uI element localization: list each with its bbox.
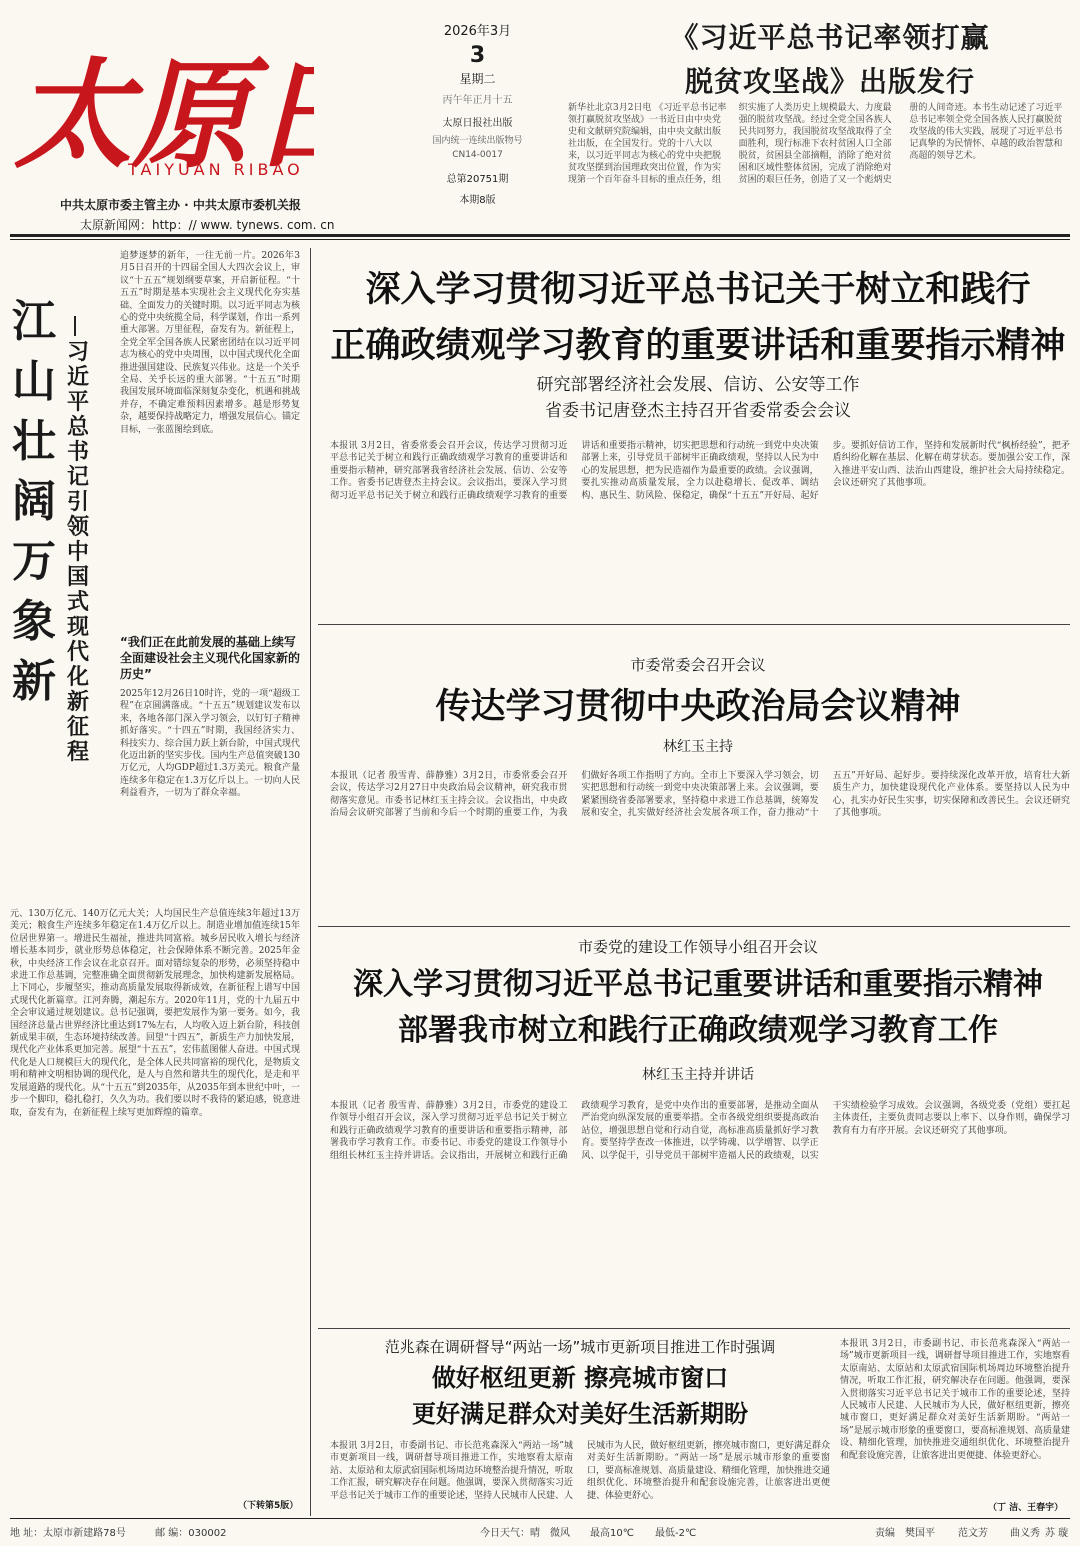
- feature-subtitle-char: 征: [66, 715, 89, 740]
- fourth-credit: （丁 洁、王春宇）: [988, 1503, 1064, 1513]
- date-year-month: 2026年3月: [443, 24, 512, 39]
- fourth-body-left: 本报讯 3月2日，市委副书记、市长范兆森深入“两站一场”城市更新项目一线，调研督导项目推进工作，实地察看太原南站、太原站和太原武宿国际机场周边环境整治提升情况，听取工作汇报，研究解决存在问题。他强调，要深入贯彻落实习近平总书记关于城市工作的重要论述，坚持人民城市人民建、人民城市为人民，做好枢纽更新，擦亮城市窗口，更好满足群众对美好生活新期盼。“两站一场”是展示城市形象的重要窗口，要高标准规划、高质量建设、精细化管理，加快推进交通组织优化、环境整治提升和配套设施完善，让旅客进出更便捷、体验更舒心。: [330, 1441, 830, 1501]
- feature-subtitle-char: 化: [66, 665, 89, 690]
- fourth-body-right: 本报讯 3月2日，市委副书记、市长范兆森深入“两站一场”城市更新项目一线，调研督导项目推进工作，实地察看太原南站、太原站和太原武宿国际机场周边环境整治提升情况，听取工作汇报，研究解决存在问题。他强调，要深入贯彻落实习近平总书记关于城市工作的重要论述，坚持人民城市人民建、人民城市为人民，做好枢纽更新，擦亮城市窗口，更好满足群众对美好生活新期盼。“两站一场”是展示城市形象的重要窗口，要高标准规划、高质量建设、精细化管理，加快推进交通组织优化、环境整治提升和配套设施完善，让旅客进出更便捷、体验更舒心。: [840, 1339, 1070, 1461]
- feature-subtitle-char: 代: [66, 640, 89, 665]
- footer-address: 地 址：太原市新建路78号: [10, 1528, 126, 1539]
- feature-body-mid: 2025年12月26日10时许，党的一项“超级工程”在京圆满落成。“十五五”规划建议发布以来，各地各部门深入学习领会，以钉钉子精神抓好落实。“十四五”时期，我国经济实力、科技实力、综合国力跃上新台阶，中国式现代化迈出新的坚实步伐。国内生产总值突破130万亿元，人均GDP超过1.3万美元。粮食产量连续多年稳定在1.3万亿斤以上。一切向人民利益看齐，一切为了群众幸福。: [120, 689, 300, 799]
- third-headline-line2: 部署我市树立和践行正确政绩观学习教育工作: [398, 1013, 998, 1048]
- top-story-headline[interactable]: [600, 16, 1060, 104]
- feature-pull-quote: “我们正在此前发展的基础上续写全面建设社会主义现代化国家新的历史”: [120, 635, 301, 681]
- serial-number: 总第20751期: [446, 174, 509, 185]
- lead-body: 本报讯 3月2日，省委常委会召开会议，传达学习贯彻习近平总书记关于树立和践行正确政绩观学习教育的重要讲话和重要指示精神，研究部署我省经济社会发展、信访、公安等工作。省委书记唐登杰主持会议。会议指出，要深入学习贯彻习近平总书记关于树立和践行正确政绩观学习教育的重要讲话和重要指示精神，切实把思想和行动统一到党中央决策部署上来，引导党员干部树牢正确政绩观，坚持以人民为中心的发展思想，把为民造福作为最重要的政绩。会议强调，要扎实推动高质量发展，全力以赴稳增长、促改革、调结构、惠民生、防风险、保稳定，确保“十五五”开好局、起好步。要抓好信访工作，坚持和发展新时代“枫桥经验”，把矛盾纠纷化解在基层、化解在萌芽状态。要加强公安工作，深入推进平安山西、法治山西建设，维护社会大局持续稳定。会议还研究了其他事项。: [330, 441, 1070, 501]
- fourth-headline-line2: 更好满足群众对美好生活新期盼: [412, 1400, 748, 1428]
- footer-design: 曲义秀: [1010, 1528, 1040, 1539]
- second-byline: 林红玉主持: [663, 739, 733, 755]
- feature-subtitle-char: 总: [66, 415, 89, 440]
- masthead-logo: [14, 6, 314, 181]
- footer-editor: 樊国平: [905, 1528, 935, 1539]
- third-headline[interactable]: [318, 962, 1078, 1054]
- feature-subtitle-char: 平: [66, 390, 89, 415]
- second-headline[interactable]: 传达学习贯彻中央政治局会议精神: [435, 687, 961, 727]
- feature-subtitle-dash: [74, 316, 76, 336]
- fourth-headline-line1: 做好枢纽更新 擦亮城市窗口: [431, 1364, 729, 1392]
- feature-subtitle-char: 新: [66, 690, 89, 715]
- feature-title-char: 象: [12, 596, 56, 647]
- feature-body-wide: 元、130万亿元、140万亿元大关；人均国民生产总值连续3年超过13万美元；粮食生产连续多年稳定在1.4万亿斤以上。制造业增加值连续15年位居世界第一。增进民生福祉，推进共同富裕。城乡居民收入增长与经济增长基本同步，就业形势总体稳定，社会保障体系不断完善。2025年金秋，中央经济工作会议在北京召开。面对错综复杂的形势，必须坚持稳中求进工作总基调，完整准确全面贯彻新发展理念，加快构建新发展格局。上下同心，步履坚实，推动高质量发展取得新成效，在新征程上谱写中国式现代化新篇章。江河奔腾，潮起东方。2020年11月，党的十九届五中全会审议通过规划建议。总书记强调，要把发展作为第一要务。如今，我国经济总量占世界经济比重达到17%左右，人均收入迈上新台阶，科技创新成果丰硕，生态环境持续改善。回望“十四五”，新质生产力加快发展，现代化产业体系更加完善。展望“十五五”，宏伟蓝图催人奋进。中国式现代化是人口规模巨大的现代化，是全体人民共同富裕的现代化，是物质文明和精神文明相协调的现代化，是人与自然和谐共生的现代化，是走和平发展道路的现代化。从“十五五”到2035年，从2035年到本世纪中叶，一步一个脚印，稳扎稳打，久久为功。我们要以时不我待的紧迫感，锐意进取，奋发有为，在新征程上续写更加辉煌的篇章。: [10, 909, 300, 1118]
- feature-subtitle-char: 国: [66, 565, 89, 590]
- date-weekday: 星期二: [459, 72, 496, 86]
- footer-high: 最高10℃: [590, 1528, 634, 1539]
- date-day: 3: [469, 43, 486, 68]
- third-byline: 林红玉主持并讲话: [642, 1067, 754, 1083]
- lead-subheadline: [318, 372, 1078, 424]
- masthead-rule: [10, 234, 1070, 237]
- footer-postcode: 邮 编：030002: [155, 1528, 227, 1539]
- lead-headline[interactable]: [318, 262, 1078, 374]
- feature-subtitle-char: 式: [66, 590, 89, 615]
- feature-subtitle-char: 现: [66, 615, 89, 640]
- date-lunar: 丙午年正月十五: [442, 95, 513, 106]
- feature-subtitle-char: 记: [66, 465, 89, 490]
- masthead-pinyin: TAIYUAN RIBAO: [128, 160, 304, 179]
- logo-calligraphy: [14, 6, 314, 181]
- feature-body-top: 追梦逐梦的新年，一往无前一片。2026年3月5日召开的十四届全国人大四次会议上，审议“十五五”规划纲要草案，开启新征程。“十五五”时期是基本实现社会主义现代化夯实基础、全面发力的关键时期。以习近平同志为核心的党中央统揽全局，科学谋划，作出一系列重大部署。万里征程，奋发有为。新征程上，全党全军全国各族人民紧密团结在以习近平同志为核心的党中央周围，以中国式现代化全面推进强国建设、民族复兴伟业。这是一个关乎全局、关乎长远的重大部署。“十五五”时期我国发展环境面临深刻复杂变化，机遇和挑战并存，不确定难预料因素增多。越是形势复杂，越要保持战略定力，增强发展信心。锚定目标，一张蓝图绘到底。: [120, 251, 300, 435]
- fourth-headline[interactable]: [330, 1360, 830, 1432]
- top-headline-line1: 《习近平总书记率领打赢: [670, 21, 990, 54]
- footer-weather: 今日天气：晴: [480, 1528, 540, 1539]
- feature-subtitle-char: 习: [66, 340, 89, 365]
- feature-subtitle-char: 领: [66, 515, 89, 540]
- third-kicker: 市委党的建设工作领导小组召开会议: [577, 938, 818, 956]
- feature-title-char: 阔: [12, 476, 56, 527]
- feature-continued: （下转第5版）: [238, 1501, 299, 1511]
- cn-number: CN14-0017: [452, 150, 503, 160]
- feature-title-char: 万: [12, 536, 56, 587]
- lead-sub-line2: 省委书记唐登杰主持召开省委常委会会议: [545, 401, 851, 421]
- sponsor-line: 中共太原市委主管主办 · 中共太原市委机关报: [60, 198, 301, 212]
- lead-headline-line1: 深入学习贯彻习近平总书记关于树立和践行: [365, 270, 1031, 310]
- lead-sub-line1: 研究部署经济社会发展、信访、公安等工作: [536, 375, 860, 395]
- lead-headline-line2: 正确政绩观学习教育的重要讲话和重要指示精神: [330, 326, 1066, 366]
- publisher: 太原日报社出版: [442, 118, 513, 129]
- section-divider: [318, 1328, 1070, 1329]
- feature-title-char: 江: [12, 296, 56, 347]
- section-divider: [318, 624, 1070, 625]
- fourth-kicker: 范兆森在调研督导“两站一场”城市更新项目推进工作时强调: [384, 1338, 776, 1356]
- feature-subtitle-char: 书: [66, 440, 89, 465]
- feature-title-char: 山: [12, 356, 56, 407]
- third-body: 本报讯（记者 殷雪青、薛静雅）3月2日，市委党的建设工作领导小组召开会议，深入学习贯彻习近平总书记关于树立和践行正确政绩观学习教育的重要讲话和重要指示精神，部署我市学习教育工作。市委书记、市委党的建设工作领导小组组长林红玉主持并讲话。会议指出，开展树立和践行正确政绩观学习教育，是党中央作出的重要部署，是推动全面从严治党向纵深发展的重要举措。全市各级党组织要提高政治站位，增强思想自觉和行动自觉，高标准高质量抓好学习教育。要坚持学查改一体推进，以学铸魂、以学增智、以学正风、以学促干，引导党员干部树牢造福人民的政绩观，以实干实绩检验学习成效。会议强调，各级党委（党组）要扛起主体责任，主要负责同志要以上率下、以身作则，确保学习教育有力有序开展。会议还研究了其他事项。: [330, 1101, 1070, 1161]
- footer-check: 苏 璇: [1045, 1528, 1069, 1539]
- second-body: 本报讯（记者 殷雪青、薛静雅）3月2日，市委常委会召开会议，传达学习2月27日中央政治局会议精神，研究我市贯彻落实意见。市委书记林红玉主持会议。会议指出，中央政治局会议研究部署了当前和今后一个时期的重要工作，为我们做好各项工作指明了方向。全市上下要深入学习领会，切实把思想和行动统一到党中央决策部署上来。会议强调，要紧紧围绕省委部署要求，坚持稳中求进工作总基调，统筹发展和安全，扎实做好经济社会发展各项工作，奋力推动“十五五”开好局、起好步。要持续深化改革开放，培育壮大新质生产力，加快建设现代化产业体系。要坚持以人民为中心，扎实办好民生实事，切实保障和改善民生。会议还研究了其他事项。: [330, 771, 1070, 819]
- section-divider: [318, 926, 1070, 927]
- footer-proof: 范文芳: [958, 1528, 988, 1539]
- footer-low: 最低-2℃: [655, 1528, 697, 1539]
- website-link[interactable]: 太原新闻网：http：// www. tynews. com. cn: [80, 218, 335, 232]
- third-headline-line1: 深入学习贯彻习近平总书记重要讲话和重要指示精神: [353, 967, 1043, 1002]
- issn-label: 国内统一连续出版物号: [432, 136, 523, 146]
- masthead-rule-thin: [10, 239, 1070, 240]
- top-story-body: 新华社北京3月2日电 《习近平总书记率领打赢脱贫攻坚战》一书近日由中央党史和文献研究院编辑，由中央文献出版社出版，在全国发行。党的十八大以来，以习近平同志为核心的党中央把脱贫攻坚摆到治国理政突出位置，作为实现第一个百年奋斗目标的重点任务，组织实施了人类历史上规模最大、力度最强的脱贫攻坚战。经过全党全国各族人民共同努力，我国脱贫攻坚战取得了全面胜利，现行标准下农村贫困人口全部脱贫，贫困县全部摘帽，消除了绝对贫困和区域性整体贫困，完成了消除绝对贫困的艰巨任务，创造了又一个彪炳史册的人间奇迹。本书生动记述了习近平总书记率领全党全国各族人民打赢脱贫攻坚战的伟大实践，展现了习近平总书记真挚的为民情怀、卓越的政治智慧和高超的领导艺术。: [568, 103, 1063, 185]
- feature-subtitle-char: 程: [66, 740, 89, 765]
- footer: [10, 1524, 1070, 1539]
- column-divider: [310, 248, 311, 1516]
- feature-subtitle: [64, 340, 92, 765]
- feature-subtitle-char: 近: [66, 365, 89, 390]
- feature-subtitle-char: 中: [66, 540, 89, 565]
- footer-wind: 微风: [550, 1528, 570, 1539]
- second-kicker: 市委常委会召开会议: [630, 656, 766, 674]
- page-count: 本期8版: [459, 195, 496, 206]
- date-block: [425, 20, 530, 206]
- feature-title[interactable]: [10, 292, 58, 712]
- feature-subtitle-char: 引: [66, 490, 89, 515]
- top-headline-line2: 脱贫攻坚战》出版发行: [684, 65, 975, 98]
- logo-text: 太原: [14, 45, 251, 181]
- feature-title-char: 壮: [12, 416, 56, 467]
- footer-editor-label: 责编: [875, 1528, 895, 1539]
- footer-rule: [10, 1518, 1070, 1519]
- feature-title-char: 新: [12, 656, 56, 707]
